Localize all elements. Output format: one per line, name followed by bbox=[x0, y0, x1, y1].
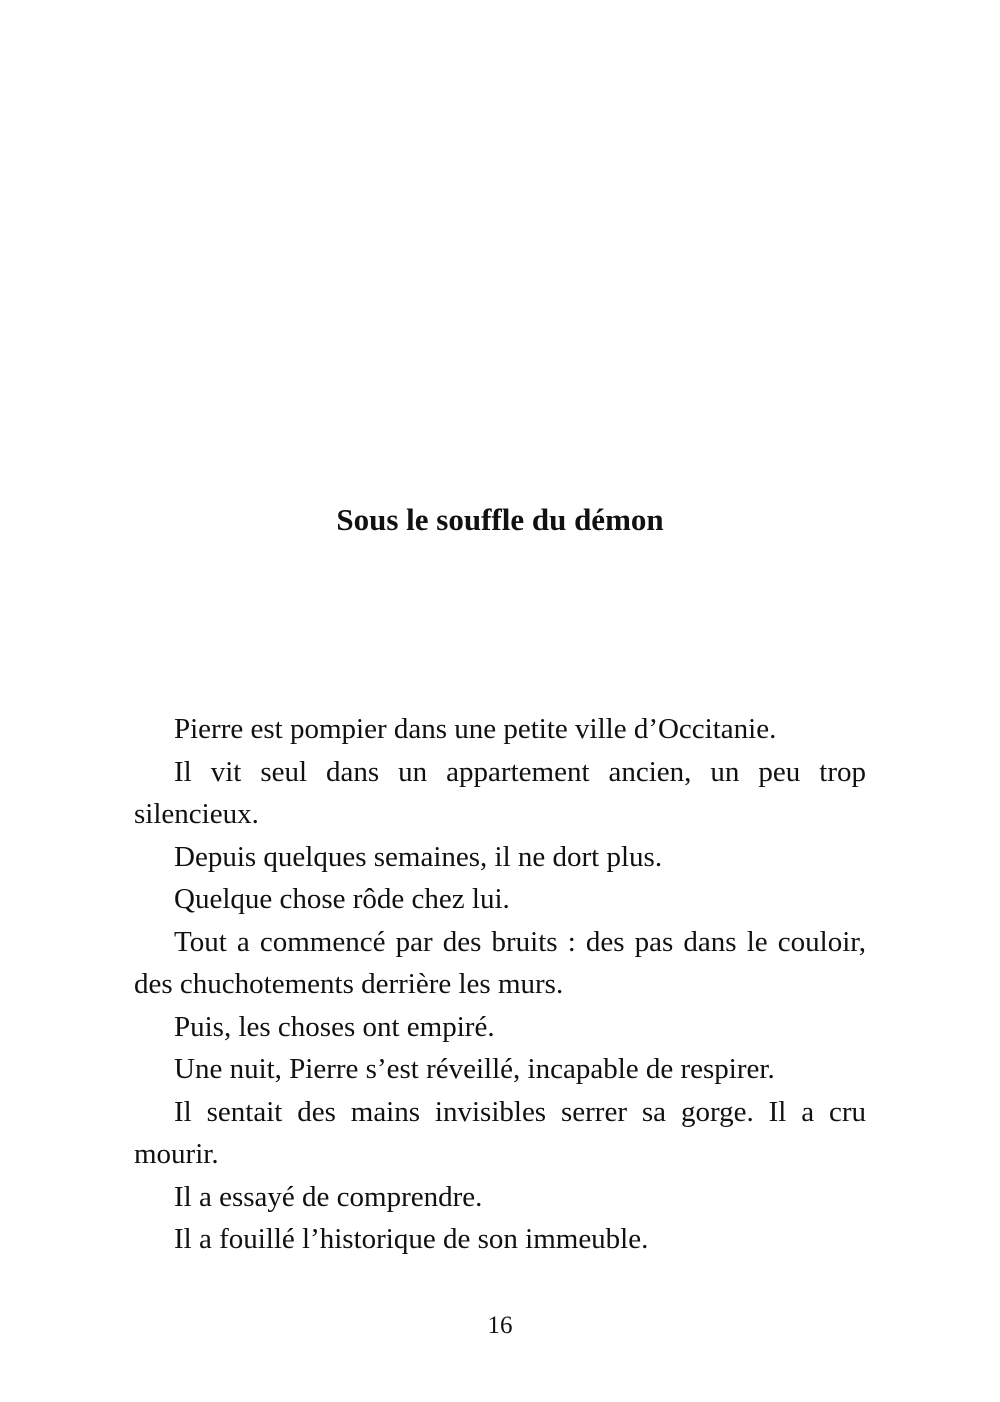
chapter-title: Sous le souffle du démon bbox=[336, 502, 664, 537]
paragraph: Depuis quelques semaines, il ne dort plus. bbox=[174, 840, 663, 873]
page-number: 16 bbox=[487, 1312, 513, 1339]
paragraph: Il vit seul dans un appartement ancien, un peu trop silencieux. bbox=[134, 755, 866, 830]
paragraph: Il sentait des mains invisibles serrer sa gorge. Il a cru mourir. bbox=[134, 1095, 866, 1170]
paragraph: Puis, les choses ont empiré. bbox=[174, 1010, 495, 1043]
paragraph: Il a fouillé l’historique de son immeuble. bbox=[174, 1223, 649, 1255]
paragraph: Pierre est pompier dans une petite ville d’Occitanie. bbox=[174, 713, 777, 745]
paragraph: Tout a commencé par des bruits : des pas dans le couloir, des chuchotements derrière les murs. bbox=[134, 925, 866, 1000]
paragraph: Une nuit, Pierre s’est réveillé, incapable de respirer. bbox=[174, 1053, 775, 1085]
paragraph: Il a essayé de comprendre. bbox=[174, 1180, 483, 1213]
paragraph: Quelque chose rôde chez lui. bbox=[174, 883, 510, 915]
chapter-body bbox=[134, 708, 866, 1261]
